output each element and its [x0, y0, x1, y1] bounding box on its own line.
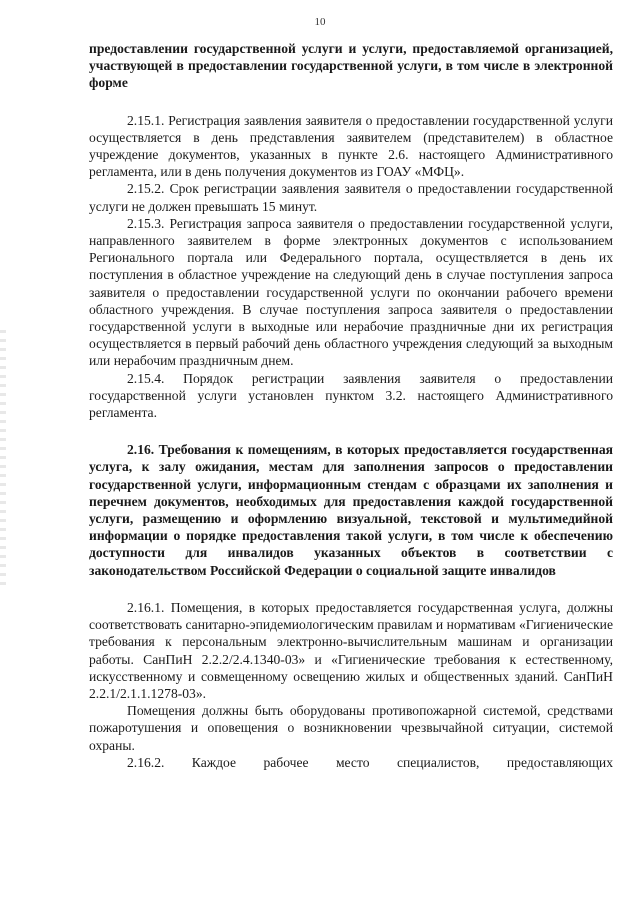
paragraph-fire-safety: Помещения должны быть оборудованы противопожарной системой, средствами пожаротушения и оповещения о возникновении чрезвычайной ситуации, системой охраны.: [89, 703, 613, 753]
document-body: [89, 40, 613, 771]
paragraph-2-15-1: 2.15.1. Регистрация заявления заявителя о предоставлении государственной услуги осуществляется в день представления заявителем (представителем) в областное учреждение документов, указанных в пункте 2.6. настоящего Административного регламента, или в день получения документов из ГОАУ «МФЦ».: [89, 112, 613, 180]
page-number: 10: [314, 16, 326, 28]
scan-edge-artifact: [0, 330, 6, 590]
paragraph-2-16-1: 2.16.1. Помещения, в которых предоставляется государственная услуга, должны соответствовать санитарно-эпидемиологическим правилам и нормативам «Гигиенические требования к персональным электронно-вычислительным машинам и организации работы. СанПиН 2.2.2/2.4.1340-03» и «Гигиенические требования к естественному, искусственному и совмещенному освещению жилых и общественных зданий. СанПиН 2.2.1/2.1.1.1278-03».: [89, 599, 613, 701]
paragraph-2-16-2: 2.16.2. Каждое рабочее место специалистов, предоставляющих: [127, 754, 613, 770]
paragraph-2-15-2: 2.15.2. Срок регистрации заявления заявителя о предоставлении государственной услуги не должен превышать 15 минут.: [89, 181, 613, 214]
paragraph-2-15-4: 2.15.4. Порядок регистрации заявления заявителя о предоставлении государственной услуги установлен пунктом 3.2. настоящего Административного регламента.: [89, 370, 613, 421]
paragraph-2-15-3: 2.15.3. Регистрация запроса заявителя о предоставлении государственной услуги, направленного заявителем в форме электронных документов с использованием Регионального портала или Федерального портала, осуществляется в день их поступления в областное учреждение на следующий день в случае поступления запроса заявителя о предоставлении государственной услуги по окончании рабочего времени областного учреждения. В случае поступления запроса заявителя о предоставлении государственной услуги в выходные или нерабочие праздничные дни их регистрация осуществляется в первый рабочий день областного учреждения следующий за выходным или нерабочим праздничным днем.: [89, 215, 613, 369]
section-heading-continuation: предоставлении государственной услуги и услуги, предоставляемой организацией, участвующей в предоставлении государственной услуги, в том числе в электронной форме: [89, 41, 613, 91]
section-heading-2-16: 2.16. Требования к помещениям, в которых предоставляется государственная услуга, к залу ожидания, местам для заполнения запросов о предоставлении государственной услуги, информационным стендам с образцами их заполнения и перечнем документов, необходимых для предоставления каждой государственной услуги, размещению и оформлению визуальной, текстовой и мультимедийной информации о порядке предоставления такой услуги, в том числе к обеспечению доступности для инвалидов указанных объектов в соответствии с законодательством Российской Федерации о социальной защите инвалидов: [89, 442, 613, 578]
